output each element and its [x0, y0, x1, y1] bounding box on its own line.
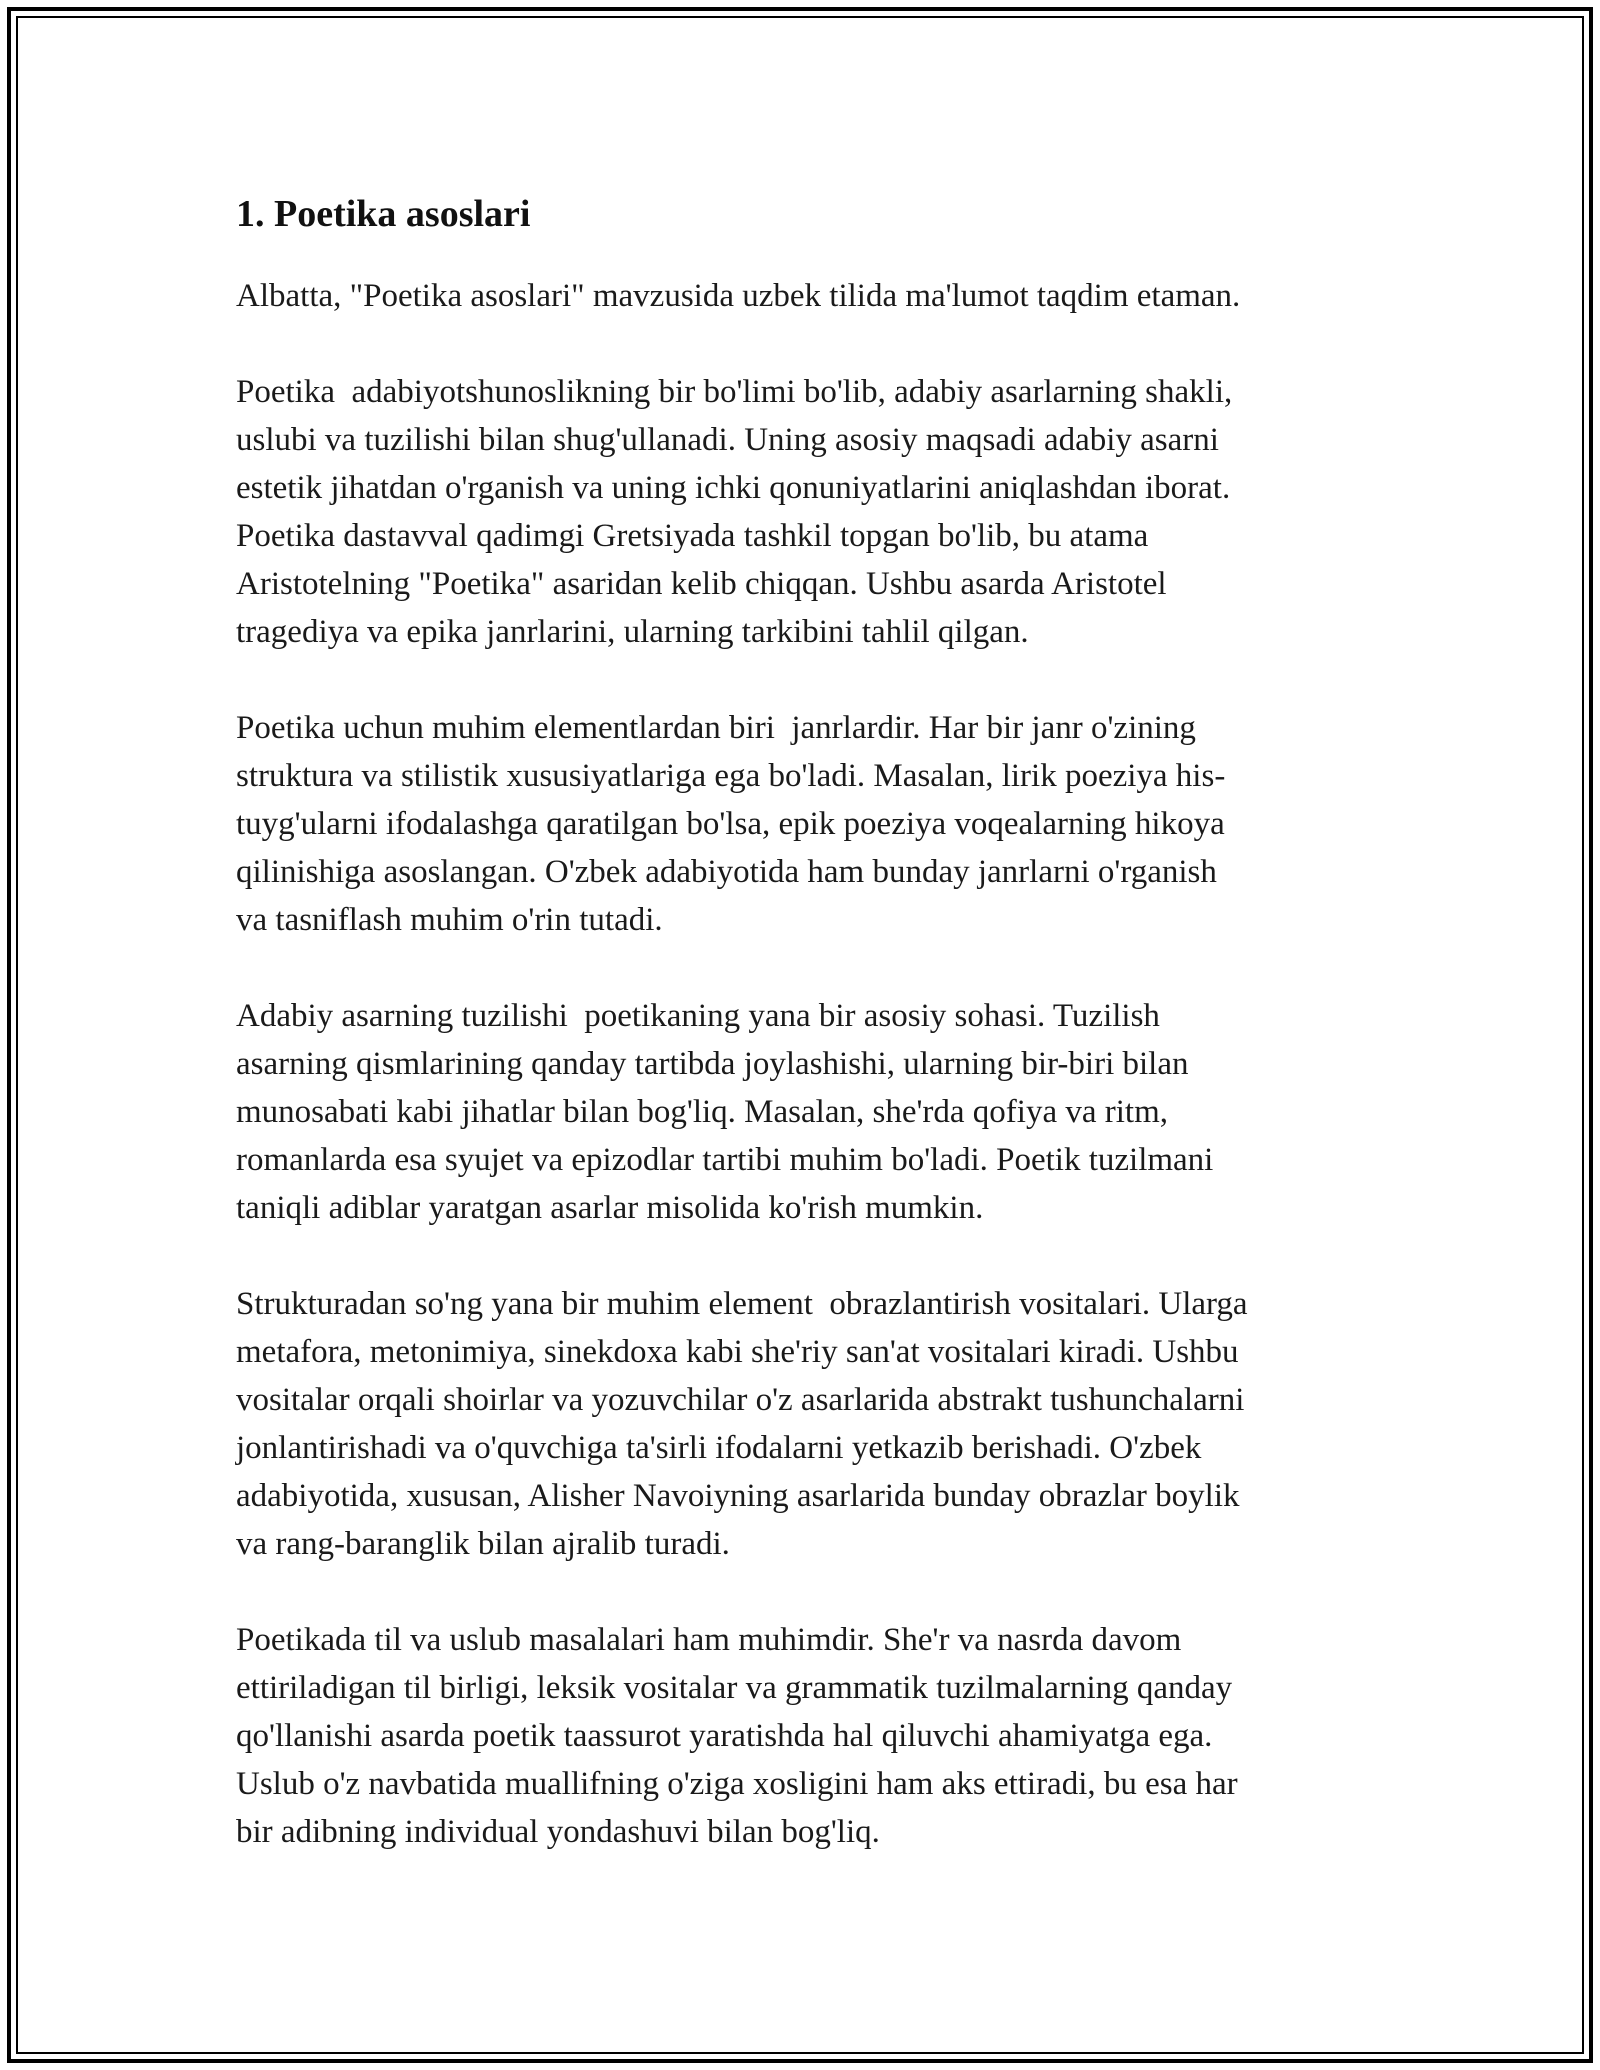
section-title: 1. Poetika asoslari — [236, 193, 531, 235]
paragraph-structure: Adabiy asarning tuzilishi poetikaning yana bir asosiy sohasi. Tuzilish asarning qismlarining qanday tartibda joylashishi, ularning bir-biri bilan munosabati kabi jihatlar bilan bog'liq. Masalan, she'rda qofiya va ritm, romanlarda esa syujet va epizodlar tartibi muhim bo'ladi. Poetik tuzilmani taniqli adiblar yaratgan asarlar misolida ko'rish mumkin. — [236, 998, 1214, 1226]
document-body — [236, 186, 1366, 1904]
paragraph-genres: Poetika uchun muhim elementlardan biri janrlardir. Har bir janr o'zining struktura va stilistik xususiyatlariga ega bo'ladi. Masalan, lirik poeziya his- tuyg'ularni ifodalashga qaratilgan bo'lsa, epik poeziya voqealarning hikoya qilinishiga asoslangan. O'zbek adabiyotida ham bunday janrlarni o'rganish va tasniflash muhim o'rin tutadi. — [236, 710, 1226, 938]
paragraph-intro: Albatta, "Poetika asoslari" mavzusida uzbek tilida ma'lumot taqdim etaman. — [236, 278, 1241, 314]
paragraph-definition: Poetika adabiyotshunoslikning bir bo'limi bo'lib, adabiy asarlarning shakli, uslubi va tuzilishi bilan shug'ullanadi. Uning asosiy maqsadi adabiy asarni estetik jihatdan o'rganish va uning ichki qonuniyatlarini aniqlashdan iborat. Poetika dastavval qadimgi Gretsiyada tashkil topgan bo'lib, bu atama Aristotelning "Poetika" asaridan kelib chiqqan. Ushbu asarda Aristotel tragediya va epika janrlarini, ularning tarkibini tahlil qilgan. — [236, 374, 1233, 650]
paragraph-style: Poetikada til va uslub masalalari ham muhimdir. She'r va nasrda davom ettiriladigan til birligi, leksik vositalar va grammatik tuzilmalarning qanday qo'llanishi asarda poetik taassurot yaratishda hal qiluvchi ahamiyatga ega. Uslub o'z navbatida muallifning o'ziga xosligini ham aks ettiradi, bu esa har bir adibning individual yondashuvi bilan bog'liq. — [236, 1622, 1238, 1850]
paragraph-imagery: Strukturadan so'ng yana bir muhim element obrazlantirish vositalari. Ularga metafora, metonimiya, sinekdoxa kabi she'riy san'at vositalari kiradi. Ushbu vositalar orqali shoirlar va yozuvchilar o'z asarlarida abstrakt tushunchalarni jonlantirishadi va o'quvchiga ta'sirli ifodalarni yetkazib berishadi. O'zbek adabiyotida, xususan, Alisher Navoiyning asarlarida bunday obrazlar boylik va rang-baranglik bilan ajralib turadi. — [236, 1286, 1248, 1562]
